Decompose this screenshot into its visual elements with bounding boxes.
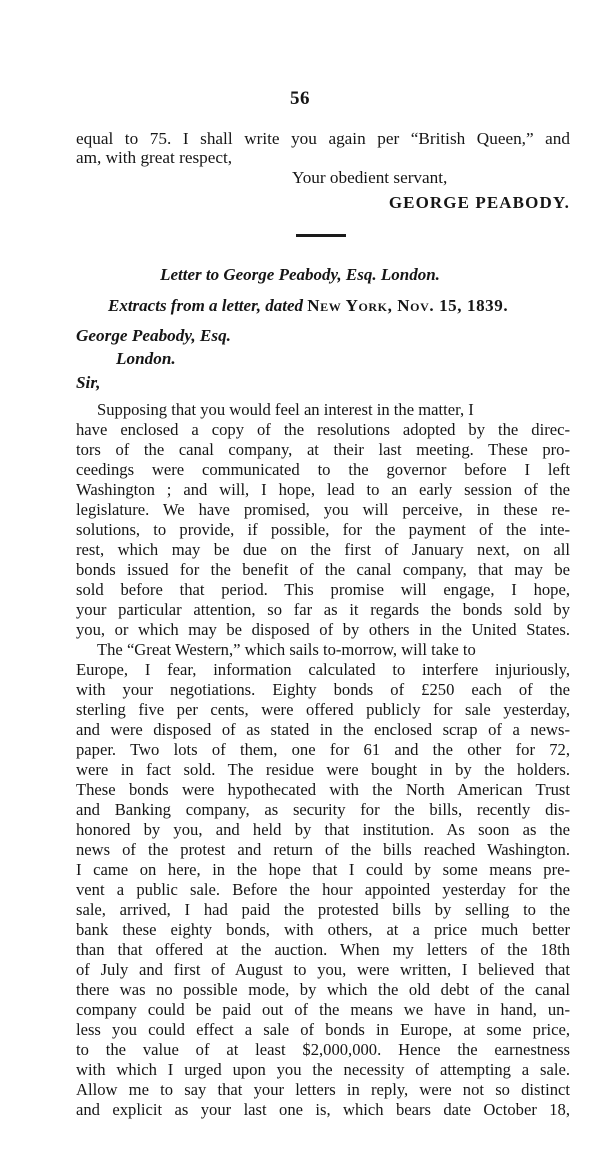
body-line: have enclosed a copy of the resolutions adopted by the direc- (76, 420, 570, 439)
body-line: were in fact sold. The residue were bought in by the holders. (76, 760, 570, 779)
addressee-name: George Peabody, Esq. (76, 326, 231, 345)
body-line: company could be paid out of the means we have in hand, un- (76, 1000, 570, 1019)
body-line: These bonds were hypothecated with the North American Trust (76, 780, 570, 799)
addressee-city: London. (116, 349, 176, 368)
extract-line (108, 296, 508, 316)
body-line: The “Great Western,” which sails to-morrow, will take to (97, 640, 476, 659)
body-line: with which I urged upon you the necessity of attempting a sale. (76, 1060, 570, 1079)
body-line: than that offered at the auction. When my letters of the 18th (76, 940, 570, 959)
body-line: your particular attention, so far as it regards the bonds sold by (76, 600, 570, 619)
body-line: vent a public sale. Before the hour appointed yesterday for the (76, 880, 570, 899)
body-line: ceedings were communicated to the governor before I left (76, 460, 570, 479)
section-divider (296, 234, 346, 237)
body-line: legislature. We have promised, you will perceive, in these re- (76, 500, 570, 519)
body-line: news of the protest and return of the bills reached Washington. (76, 840, 570, 859)
body-line: to the value of at least $2,000,000. Hence the earnestness (76, 1040, 570, 1059)
body-line: Europe, I fear, information calculated to interfere injuriously, (76, 660, 570, 679)
salutation: Sir, (76, 373, 101, 392)
body-line: sterling five per cents, were offered publicly for sale yesterday, (76, 700, 570, 719)
body-line: there was no possible mode, by which the old debt of the canal (76, 980, 570, 999)
body-line: you, or which may be disposed of by others in the United States. (76, 620, 570, 639)
body-line: paper. Two lots of them, one for 61 and the other for 72, (76, 740, 570, 759)
text-line: equal to 75. I shall write you again per “British Queen,” and (76, 129, 570, 148)
closing-phrase: Your obedient servant, (292, 168, 448, 187)
body-line: rest, which may be due on the first of January next, on all (76, 540, 570, 559)
body-line: sold before that period. This promise will engage, I hope, (76, 580, 570, 599)
letter-heading: Letter to George Peabody, Esq. London. (160, 265, 440, 284)
body-line: Supposing that you would feel an interest in the matter, I (97, 400, 474, 419)
text-line: am, with great respect, (76, 148, 233, 167)
extract-place-date: New York, Nov. 15, 1839. (307, 296, 509, 315)
body-line: tors of the canal company, at their last meeting. These pro- (76, 440, 570, 459)
body-line: and were disposed of as stated in the enclosed scrap of a news- (76, 720, 570, 739)
body-line: Washington ; and will, I hope, lead to an early session of the (76, 480, 570, 499)
body-line: sale, arrived, I had paid the protested bills by selling to the (76, 900, 570, 919)
body-line: less you could effect a sale of bonds in Europe, at some price, (76, 1020, 570, 1039)
body-line: solutions, to provide, if possible, for the payment of the inte- (76, 520, 570, 539)
body-line: of July and first of August to you, were written, I believed that (76, 960, 570, 979)
body-line: bonds issued for the benefit of the canal company, that may be (76, 560, 570, 579)
body-line: I came on here, in the hope that I could by some means pre- (76, 860, 570, 879)
body-line: bank these eighty bonds, with others, at a price much better (76, 920, 570, 939)
body-line: and explicit as your last one is, which bears date October 18, (76, 1100, 570, 1119)
body-line: honored by you, and held by that institution. As soon as the (76, 820, 570, 839)
signature: GEORGE PEABODY. (388, 193, 570, 212)
extract-prefix: Extracts from a letter, dated (108, 296, 304, 315)
body-line: with your negotiations. Eighty bonds of £250 each of the (76, 680, 570, 699)
body-line: Allow me to say that your letters in reply, were not so distinct (76, 1080, 570, 1099)
page-number: 56 (290, 88, 310, 109)
body-line: and Banking company, as security for the bills, recently dis- (76, 800, 570, 819)
